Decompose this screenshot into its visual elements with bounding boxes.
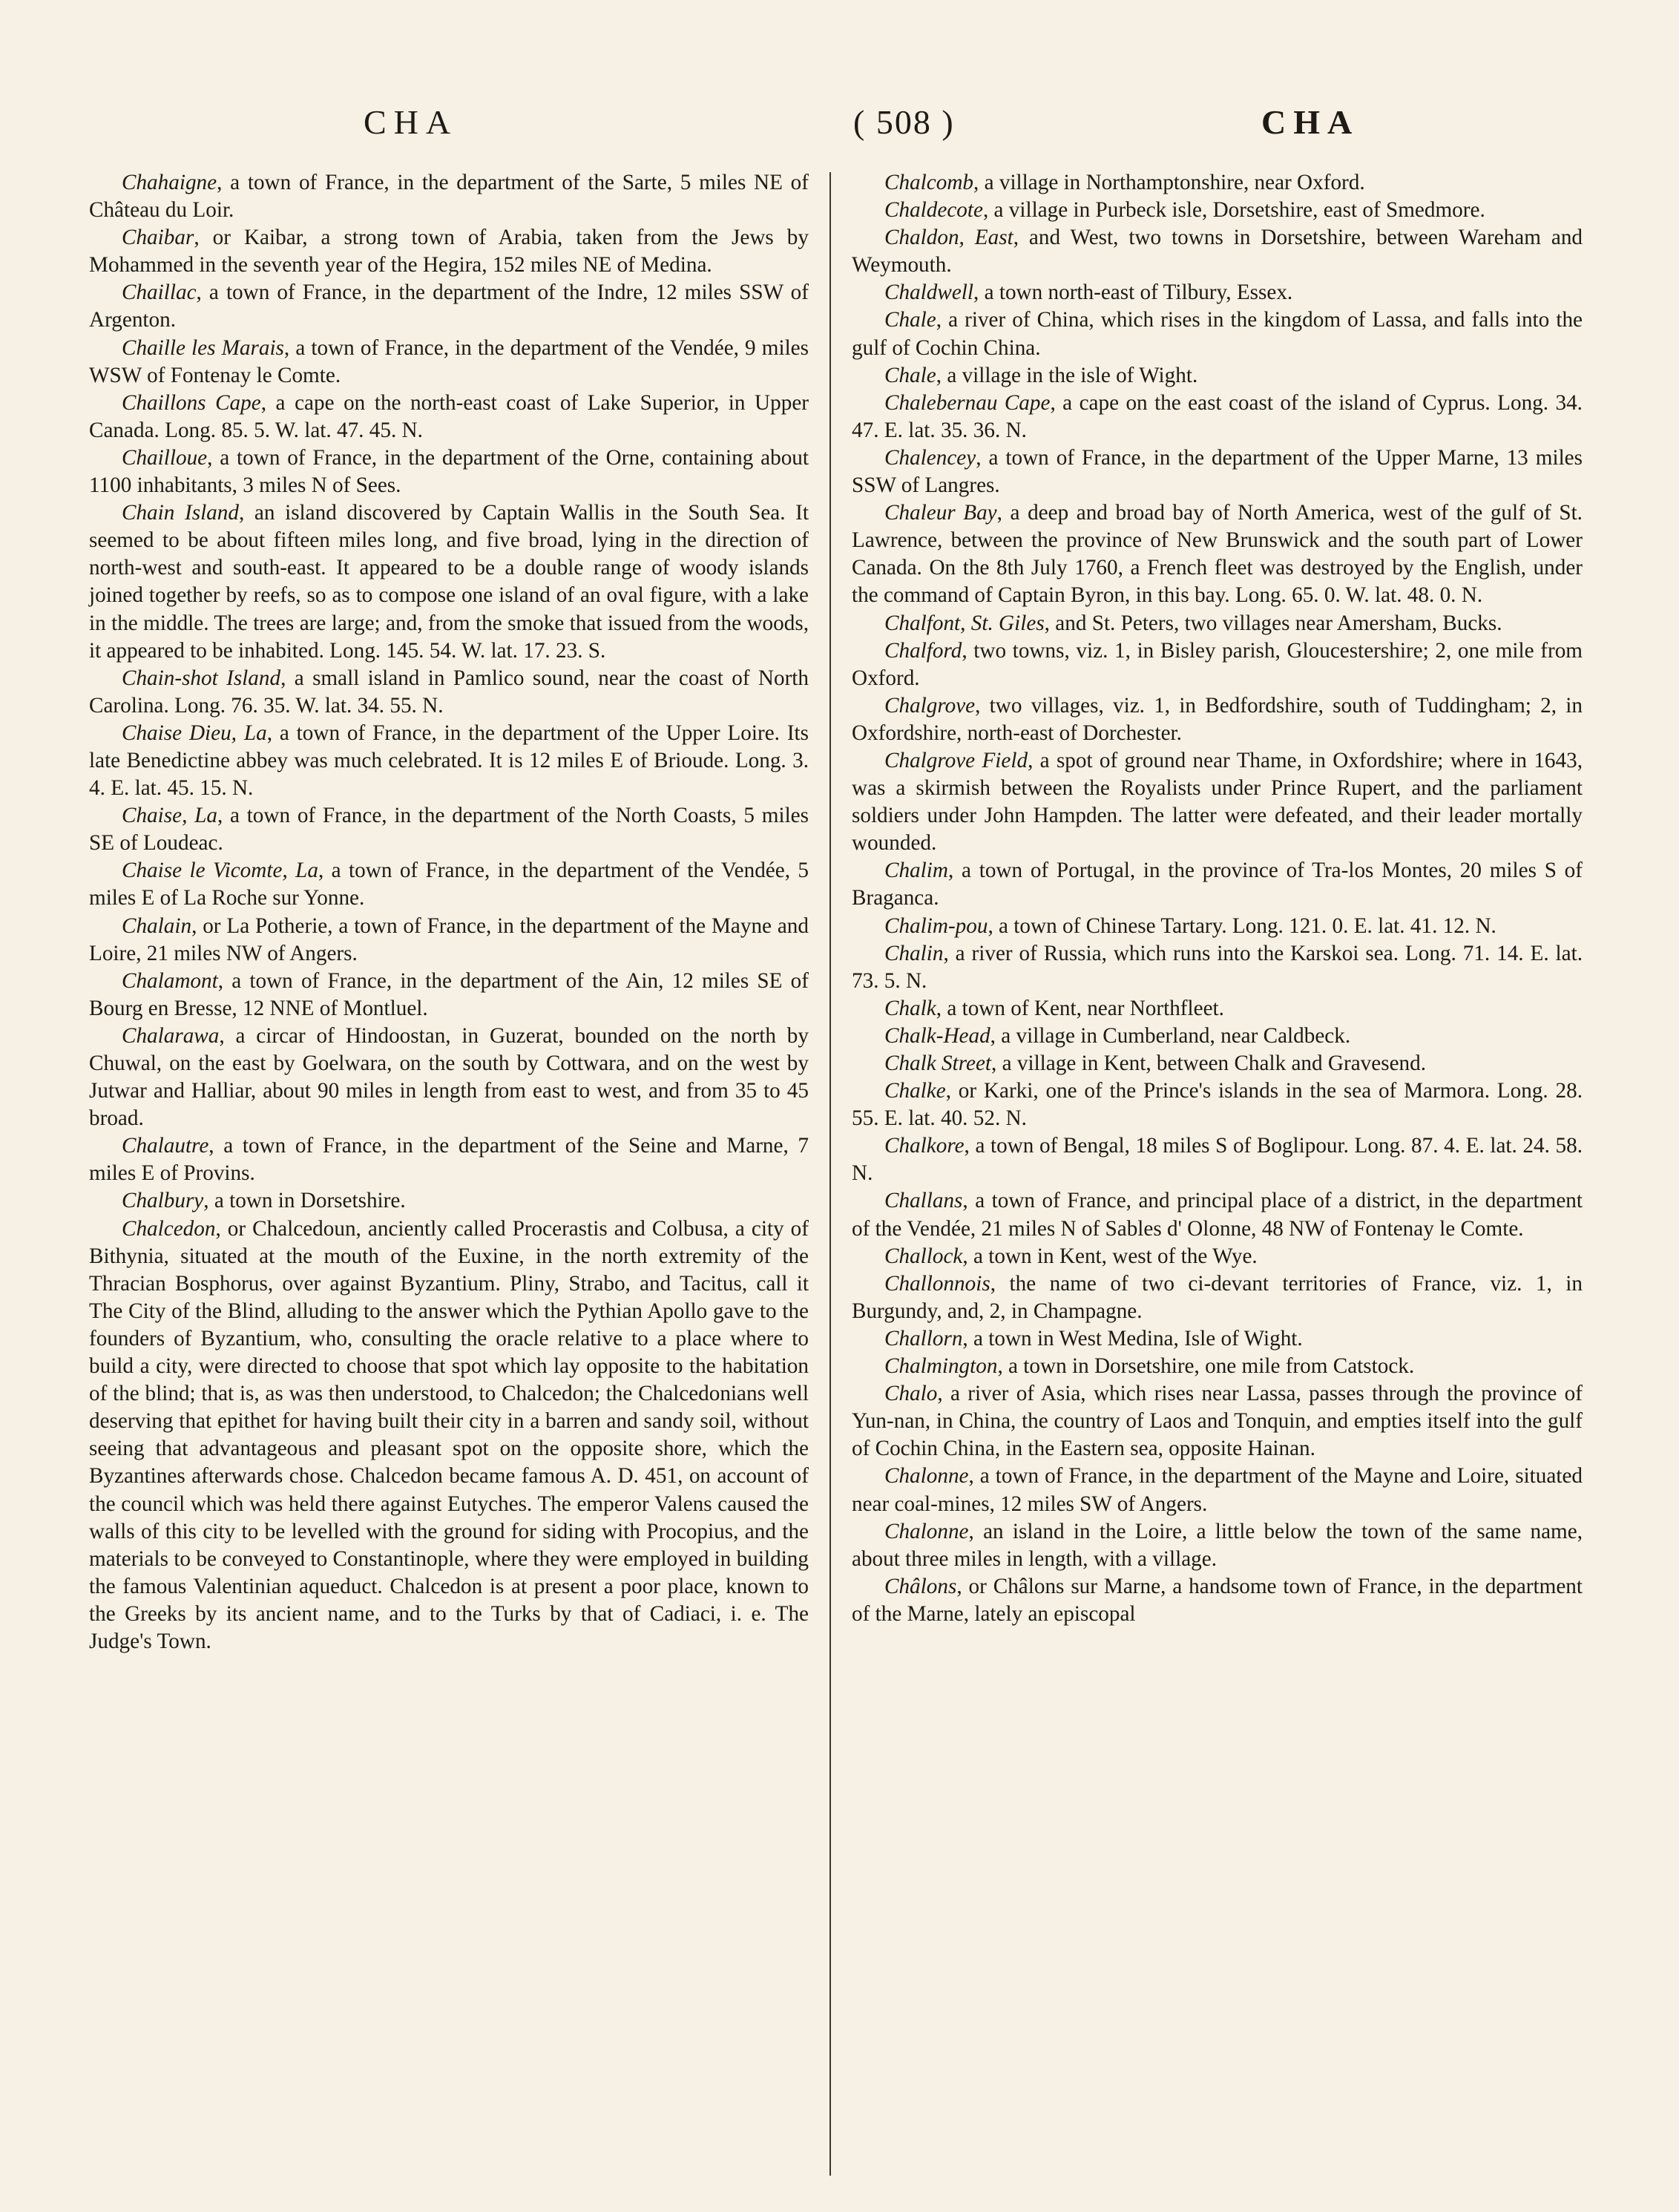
dictionary-entry [852,1573,1583,1628]
dictionary-entry [852,444,1583,499]
entry-headword: Chaillac [122,280,197,305]
entry-text: , a river of Asia, which rises near Lassa, passes through the province of Yun-nan, in China, the country of Laos and Tonquin, and empties itself into the gulf of Cochin China, in the Eastern sea, opposite Hainan. [852,1382,1583,1461]
entry-headword: Chalim-pou [884,913,988,938]
entry-headword: Chaille les Marais [122,335,284,360]
entry-text: , a town of France, in the department of the Upper Marne, 13 miles SSW of Langres. [852,445,1583,498]
dictionary-entry [852,390,1583,444]
entry-text: , and St. Peters, two villages near Amersham, Bucks. [1044,611,1502,635]
entry-text: , a town of France, in the department of the Vendée, 9 miles WSW of Fontenay le Comte. [89,335,809,387]
entry-headword: Chaibar [122,226,194,250]
dictionary-entry [89,224,809,279]
dictionary-entry [852,1132,1583,1187]
entry-headword: Chaise le Vicomte, La [122,859,318,883]
dictionary-entry [852,499,1583,609]
entry-text: , the name of two ci-devant territories of France, viz. 1, in Burgundy, and, 2, in Champagne. [852,1271,1583,1323]
dictionary-entry [852,224,1583,279]
dictionary-entry [89,1132,809,1187]
entry-headword: Chalk [884,996,936,1020]
entry-text: , or Chalcedoun, anciently called Procerastis and Colbusa, a city of Bithynia, situated at the mouth of the Euxine, in the north extremity of the Thracian Bosphorus, over against Byzantium. Pliny, Strabo, and Tacitus, call it The City of the Blind, alluding to the answer which the Pythian Apollo gave to the founders of Byzantium, who, consulting the oracle relative to a place where to build a city, were directed to choose that spot which lay opposite to the habitation of the blind; that is, as was then understood, to Chalcedon; the Chalcedonians well deserving that epithet for having built their city in a barren and sandy soil, without seeing that advantageous and pleasant spot on the opposite shore, which the Byzantines afterwards chose. Chalcedon became famous A. D. 451, on account of the council which was held there against Eutyches. The emperor Valens caused the walls of this city to be levelled with the ground for siding with Procopius, and the materials to be conveyed to Constantinople, where they were employed in building the famous Valentinian aqueduct. Chalcedon is at present a poor place, known to the Greeks by its ancient name, and to the Turks by that of Cadiaci, i. e. The Judge's Town. [89,1216,809,1653]
entry-headword: Chalk-Head [884,1023,990,1048]
entry-text: , a village in the isle of Wight. [936,363,1198,387]
entry-headword: Chalbury [122,1189,204,1213]
entry-headword: Chale [884,308,936,332]
entry-headword: Chalarawa [122,1023,220,1048]
dictionary-entry [852,1518,1583,1573]
dictionary-entry [852,1463,1583,1517]
entry-text: , a town of Kent, near Northfleet. [936,996,1224,1020]
dictionary-entry [89,1215,809,1656]
entry-headword: Chalim [884,859,948,883]
entry-text: , or Kaibar, a strong town of Arabia, taken from the Jews by Mohammed in the seventh year of the Hegira, 152 miles NE of Medina. [89,226,809,278]
entry-text: , a spot of ground near Thame, in Oxfordshire; where in 1643, was a skirmish between the Royalists under Prince Rupert, and the parliament soldiers under John Hampden. The latter were defeated, and their leader mortally wounded. [852,748,1583,856]
entry-text: , a deep and broad bay of North America, west of the gulf of St. Lawrence, between the province of New Brunswick and the south part of Lower Canada. On the 8th July 1760, a French fleet was destroyed by the English, under the command of Captain Byron, in this bay. Long. 65. 0. W. lat. 48. 0. N. [852,501,1583,608]
entry-headword: Chalmington [884,1354,998,1379]
dictionary-entry [852,279,1583,306]
entry-text: , or Châlons sur Marne, a handsome town of France, in the department of the Marne, lately an episcopal [852,1574,1583,1626]
entry-headword: Chaldon, East [884,226,1013,250]
dictionary-entry [89,1023,809,1132]
entry-text: , a river of China, which rises in the kingdom of Lassa, and falls into the gulf of Cochin China. [852,308,1583,360]
entry-text: , a village in Cumberland, near Caldbeck. [990,1023,1351,1048]
entry-headword: Chalfont, St. Giles [884,611,1045,635]
entry-text: , a cape on the east coast of the island of Cyprus. Long. 34. 47. E. lat. 35. 36. N. [852,390,1583,442]
entry-headword: Chalin [884,941,944,965]
dictionary-entry [89,390,809,444]
left-column [89,169,809,1655]
entry-headword: Chalk Street [884,1051,992,1075]
dictionary-entry [852,197,1583,224]
dictionary-entry [852,637,1583,692]
entry-headword: Challorn [884,1326,963,1350]
page-number: ( 508 ) [853,103,955,141]
header-right: CHA [1261,103,1360,141]
dictionary-entry [852,1353,1583,1380]
entry-headword: Chalencey [884,445,976,470]
entry-text: , two villages, viz. 1, in Bedfordshire, south of Tuddingham; 2, in Oxfordshire, north-east of Dorchester. [852,693,1583,745]
dictionary-entry [852,362,1583,390]
entry-text: , or La Potherie, a town of France, in the department of the Mayne and Loire, 21 miles NW of Angers. [89,913,809,965]
dictionary-entry [89,1187,809,1215]
entry-text: , a town of Bengal, 18 miles S of Boglipour. Long. 87. 4. E. lat. 24. 58. N. [852,1134,1583,1186]
dictionary-entry [89,279,809,334]
entry-text: , two towns, viz. 1, in Bisley parish, Gloucestershire; 2, one mile from Oxford. [852,638,1583,690]
entry-headword: Chahaigne [122,171,217,194]
entry-text: , an island in the Loire, a little below the town of the same name, about three miles in length, with a village. [852,1519,1583,1571]
entry-headword: Chale [884,363,936,387]
dictionary-entry [89,720,809,802]
entry-headword: Chalonne [884,1519,969,1543]
dictionary-entry [89,968,809,1023]
entry-headword: Chalcedon [122,1216,216,1241]
entry-text: , a town of France, in the department of the Seine and Marne, 7 miles E of Provins. [89,1134,809,1186]
dictionary-entry [89,169,809,224]
dictionary-entry [89,665,809,720]
entry-text: , a town of France, in the department of the Orne, containing about 1100 inhabitants, 3 miles N of Sees. [89,445,809,498]
entry-text: , a town in Kent, west of the Wye. [962,1244,1258,1268]
dictionary-entry [89,802,809,857]
dictionary-entry [852,940,1583,995]
entry-text: , a town in West Medina, Isle of Wight. [962,1326,1303,1350]
entry-text: , a town of France, and principal place of a district, in the department of the Vendée, 21 miles N of Sables d' Olonne, 48 NW of Fontenay le Comte. [852,1189,1583,1241]
entry-text: , an island discovered by Captain Wallis in the South Sea. It seemed to be about fifteen miles long, and five broad, lying in the direction of north-west and south-east. It appeared to be a double range of woody islands joined together by reefs, so as to compose one island of an oval figure, with a lake in the middle. The trees are large; and, from the smoke that issued from the woods, it appeared to be inhabited. Long. 145. 54. W. lat. 17. 23. S. [89,501,809,663]
entry-text: , a town of France, in the department of the Indre, 12 miles SSW of Argenton. [89,280,809,332]
entry-headword: Chain-shot Island [122,666,281,690]
dictionary-entry [852,169,1583,197]
header-left: CHA [364,103,459,141]
entry-headword: Chaillons Cape [122,390,261,415]
dictionary-entry [852,1270,1583,1325]
entry-text: , or Karki, one of the Prince's islands in the sea of Marmora. Long. 28. 55. E. lat. 40. 52. N. [852,1079,1583,1131]
entry-text: , a town of France, in the department of the Vendée, 5 miles E of La Roche sur Yonne. [89,859,809,910]
entry-text: , a small island in Pamlico sound, near the coast of North Carolina. Long. 76. 35. W. lat. 34. 55. N. [89,666,809,718]
entry-headword: Chalautre [122,1134,209,1158]
entry-headword: Chalonne [884,1464,969,1489]
dictionary-entry [852,1243,1583,1270]
entry-text: , a town of France, in the department of the Upper Loire. Its late Benedictine abbey was much celebrated. It is 12 miles E of Brioude. Long. 3. 4. E. lat. 45. 15. N. [89,721,809,801]
dictionary-entry [852,857,1583,912]
dictionary-entry [852,1187,1583,1242]
entry-headword: Chalcomb [884,171,973,194]
dictionary-entry [852,1325,1583,1353]
dictionary-entry [852,1380,1583,1463]
dictionary-entry [852,692,1583,747]
entry-headword: Chaldwell [884,280,973,305]
entry-text: , a village in Kent, between Chalk and Gravesend. [991,1051,1427,1075]
entry-headword: Chaise Dieu, La [122,721,267,745]
entry-headword: Challonnois [884,1271,990,1296]
dictionary-entry [852,913,1583,940]
entry-headword: Chalkore [884,1134,965,1158]
entry-text: , a village in Purbeck isle, Dorsetshire, east of Smedmore. [982,198,1485,223]
dictionary-entry [89,335,809,390]
entry-headword: Chain Island [122,501,239,525]
dictionary-entry [852,306,1583,361]
entry-headword: Chaldecote [884,198,983,223]
entry-headword: Challock [884,1244,963,1268]
entry-headword: Chalgrove [884,693,976,718]
entry-text: , a cape on the north-east coast of Lake Superior, in Upper Canada. Long. 85. 5. W. lat. 47. 45. N. [89,390,809,442]
entry-headword: Challans [884,1189,963,1213]
entry-headword: Châlons [884,1574,957,1598]
entry-text: , a town of Portugal, in the province of Tra-los Montes, 20 miles S of Braganca. [852,859,1583,910]
dictionary-entry [89,444,809,499]
entry-text: , a town in Dorsetshire. [203,1189,406,1213]
dictionary-entry [89,857,809,912]
entry-text: , a circar of Hindoostan, in Guzerat, bounded on the north by Chuwal, on the east by Goelwara, on the south by Cottwara, and on the west by Jutwar and Halliar, about 90 miles in length from east to west, and from 35 to 45 broad. [89,1023,809,1131]
entry-text: , and West, two towns in Dorsetshire, between Wareham and Weymouth. [852,226,1583,278]
entry-text: , a town of France, in the department of the Mayne and Loire, situated near coal-mines, 12 miles SW of Angers. [852,1464,1583,1516]
entry-text: , a town north-east of Tilbury, Essex. [973,280,1293,305]
dictionary-entry [852,1023,1583,1050]
column-divider [829,172,831,2176]
entry-text: , a village in Northamptonshire, near Oxford. [973,171,1365,194]
entry-text: , a town of France, in the department of the Sarte, 5 miles NE of Château du Loir. [89,171,809,223]
dictionary-entry [852,1050,1583,1077]
entry-headword: Chalford [884,638,962,663]
entry-headword: Chalke [884,1079,946,1103]
dictionary-entry [852,747,1583,857]
dictionary-entry [89,499,809,665]
entry-headword: Chalain [122,913,192,938]
entry-headword: Chalamont [122,968,218,993]
entry-headword: Chaise, La [122,804,217,828]
entry-headword: Chalo [884,1382,938,1406]
entry-text: , a town of France, in the department of the North Coasts, 5 miles SE of Loudeac. [89,804,809,856]
entry-headword: Chaleur Bay [884,501,997,525]
entry-text: , a town in Dorsetshire, one mile from Catstock. [997,1354,1415,1379]
dictionary-entry [852,610,1583,637]
right-column [852,169,1583,1628]
running-header [111,102,1573,154]
entry-text: , a town of France, in the department of the Ain, 12 miles SE of Bourg en Bresse, 12 NNE of Montluel. [89,968,809,1020]
dictionary-entry [852,1077,1583,1132]
dictionary-entry [89,913,809,968]
entry-headword: Chalebernau Cape [884,390,1051,415]
dictionary-entry [852,995,1583,1023]
entry-headword: Chalgrove Field [884,748,1028,772]
entry-text: , a town of Chinese Tartary. Long. 121. 0. E. lat. 41. 12. N. [988,913,1496,938]
entry-headword: Chailloue [122,445,208,470]
entry-text: , a river of Russia, which runs into the Karskoi sea. Long. 71. 14. E. lat. 73. 5. N. [852,941,1583,993]
